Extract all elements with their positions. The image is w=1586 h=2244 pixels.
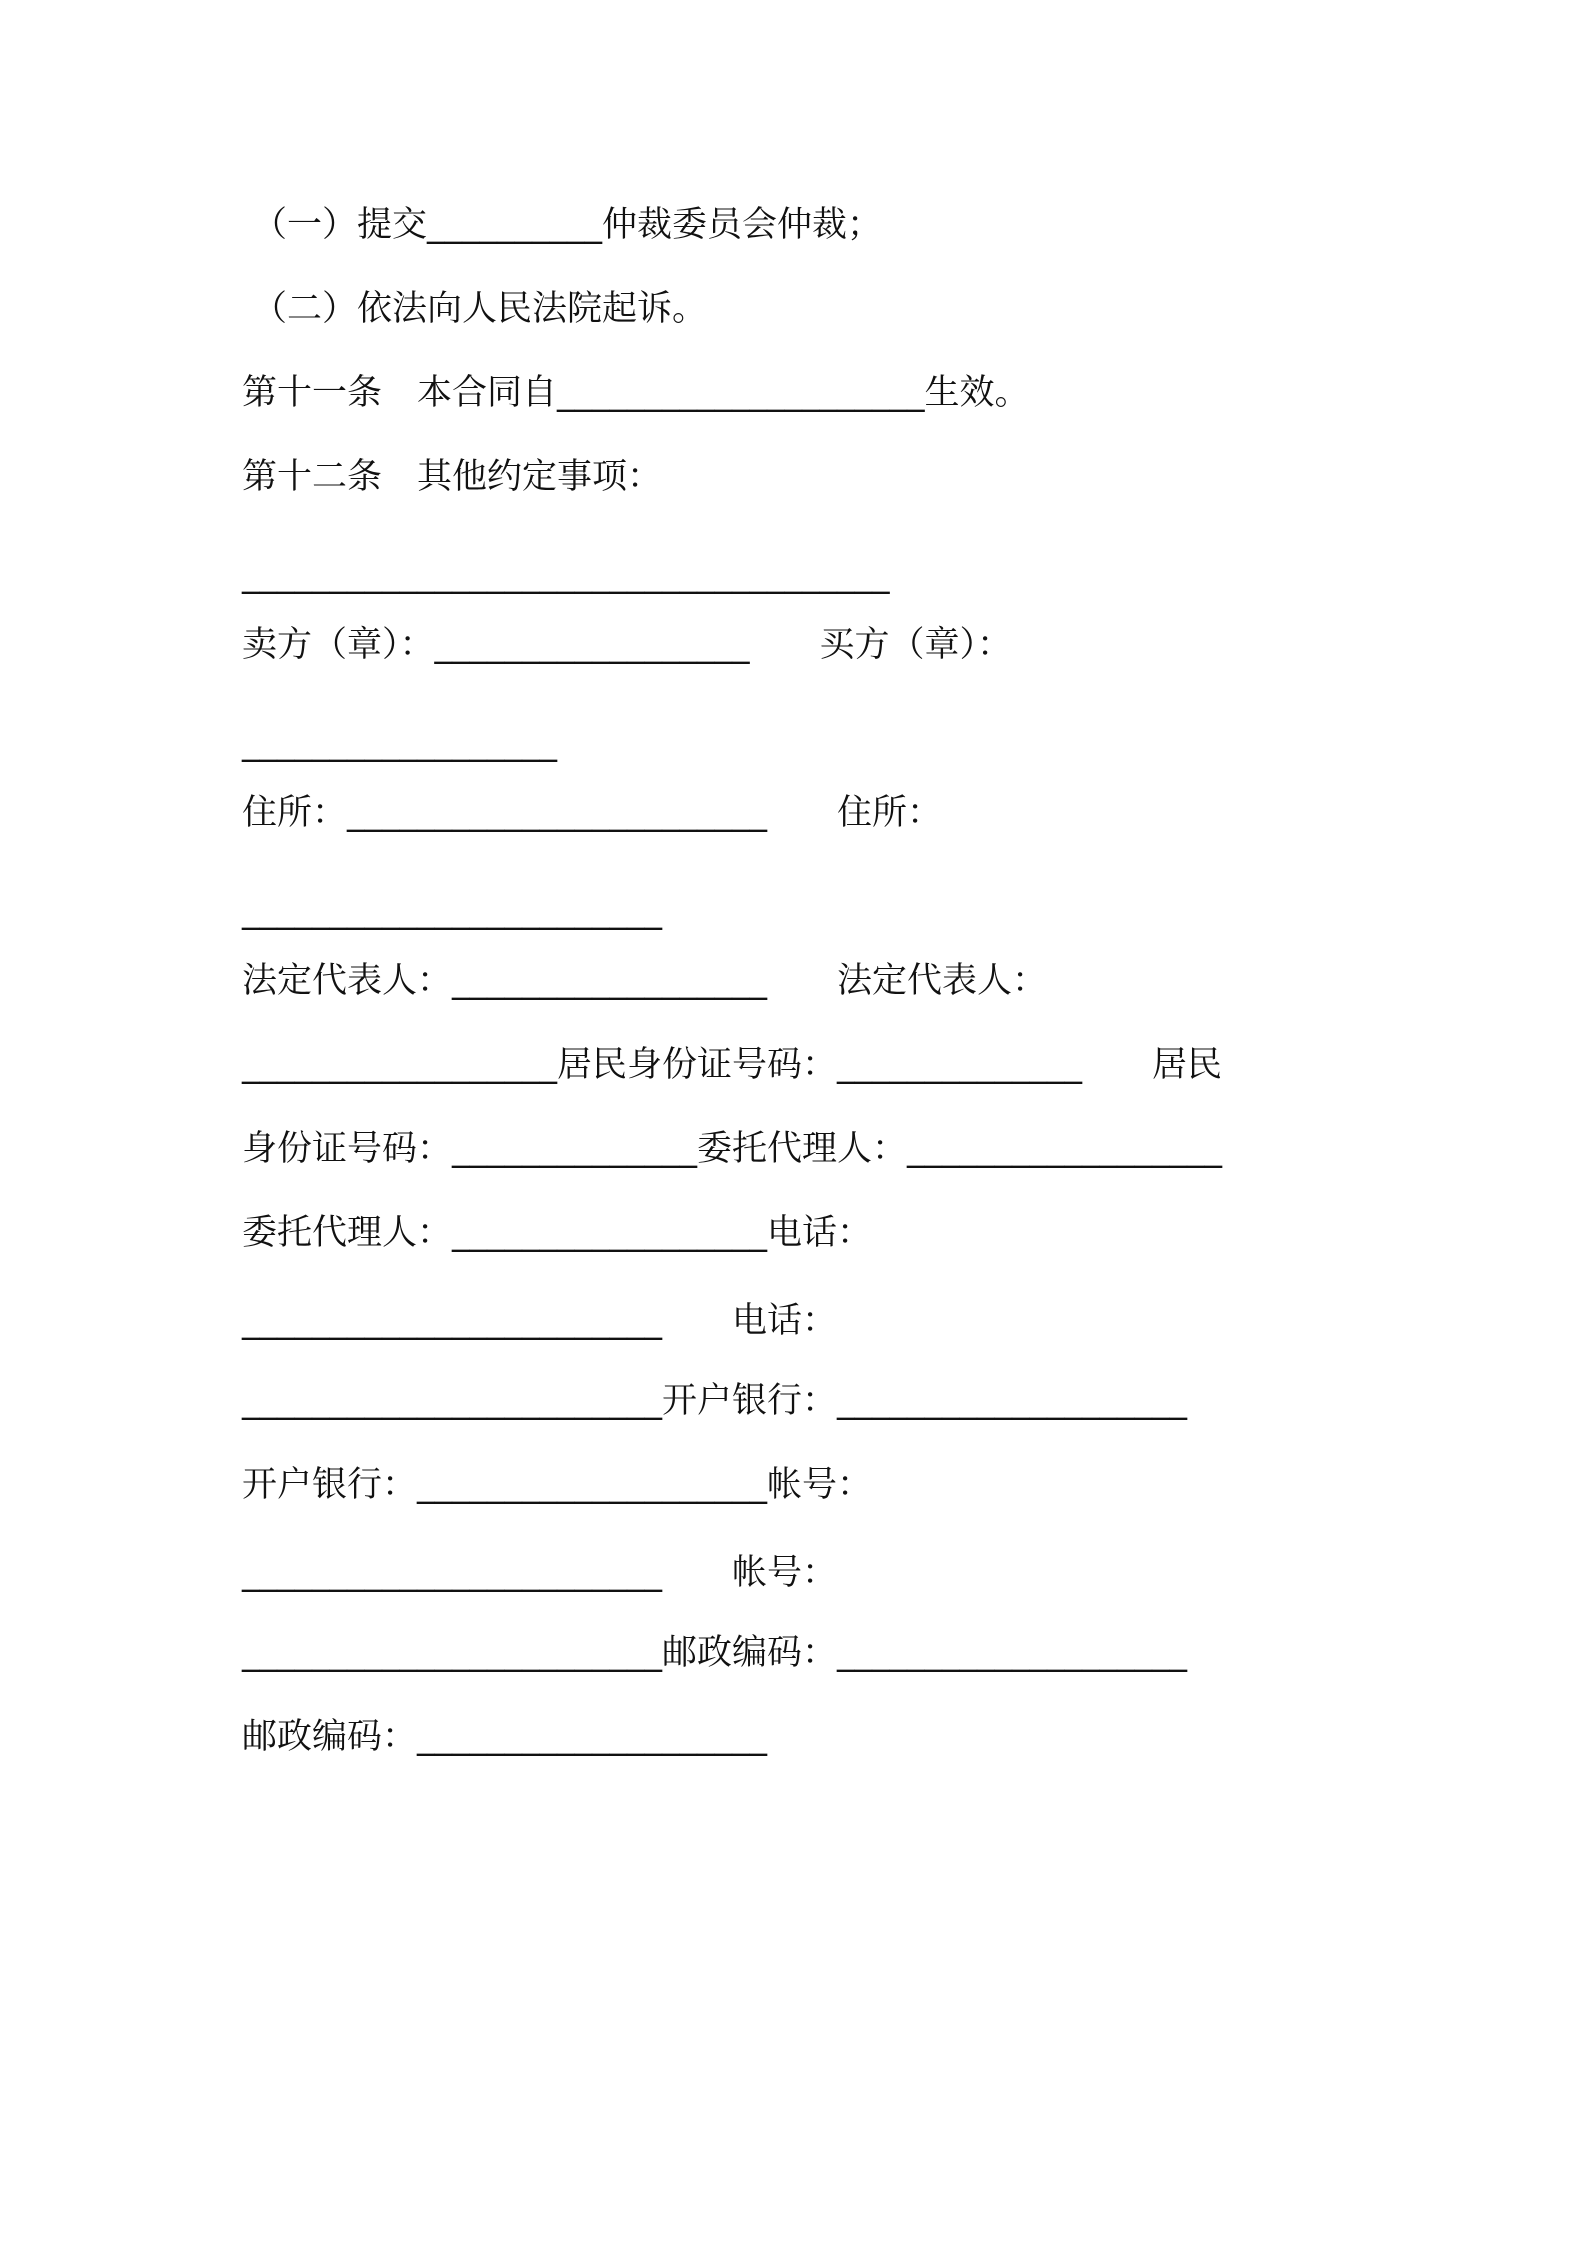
seller-buyer-seal-line: 卖方（章）：__________________ 买方（章）： bbox=[242, 625, 1013, 665]
phone-line: ________________________ 电话： bbox=[242, 1301, 838, 1341]
clause-arbitration-option-2: （二）依法向人民法院起诉。 bbox=[252, 289, 708, 329]
buyer-address-blank: ________________________ bbox=[242, 891, 662, 931]
account-line: ________________________ 帐号： bbox=[242, 1553, 838, 1593]
id-number-line-1: __________________居民身份证号码：______________ 居民 bbox=[242, 1045, 1223, 1085]
address-line: 住所：________________________ 住所： bbox=[242, 793, 943, 833]
article-11: 第十一条 本合同自_____________________生效。 bbox=[242, 373, 1030, 413]
buyer-seal-blank: __________________ bbox=[242, 723, 557, 763]
postal-code-line-2: 邮政编码：____________________ bbox=[242, 1717, 768, 1757]
legal-representative-line: 法定代表人：__________________ 法定代表人： bbox=[242, 961, 1048, 1001]
agent-phone-line: 委托代理人：__________________电话： bbox=[242, 1213, 873, 1253]
article-12: 第十二条 其他约定事项： bbox=[242, 457, 663, 497]
postal-code-line-1: ________________________邮政编码：____________________ bbox=[242, 1633, 1188, 1673]
clause-arbitration-option-1: （一）提交__________仲裁委员会仲裁； bbox=[252, 205, 883, 245]
bank-line-1: ________________________开户银行：____________________ bbox=[242, 1381, 1188, 1421]
id-number-line-2: 身份证号码：______________委托代理人：__________________ bbox=[242, 1129, 1223, 1169]
other-matters-blank: _____________________________________ bbox=[242, 555, 890, 595]
bank-account-line: 开户银行：____________________帐号： bbox=[242, 1465, 873, 1505]
